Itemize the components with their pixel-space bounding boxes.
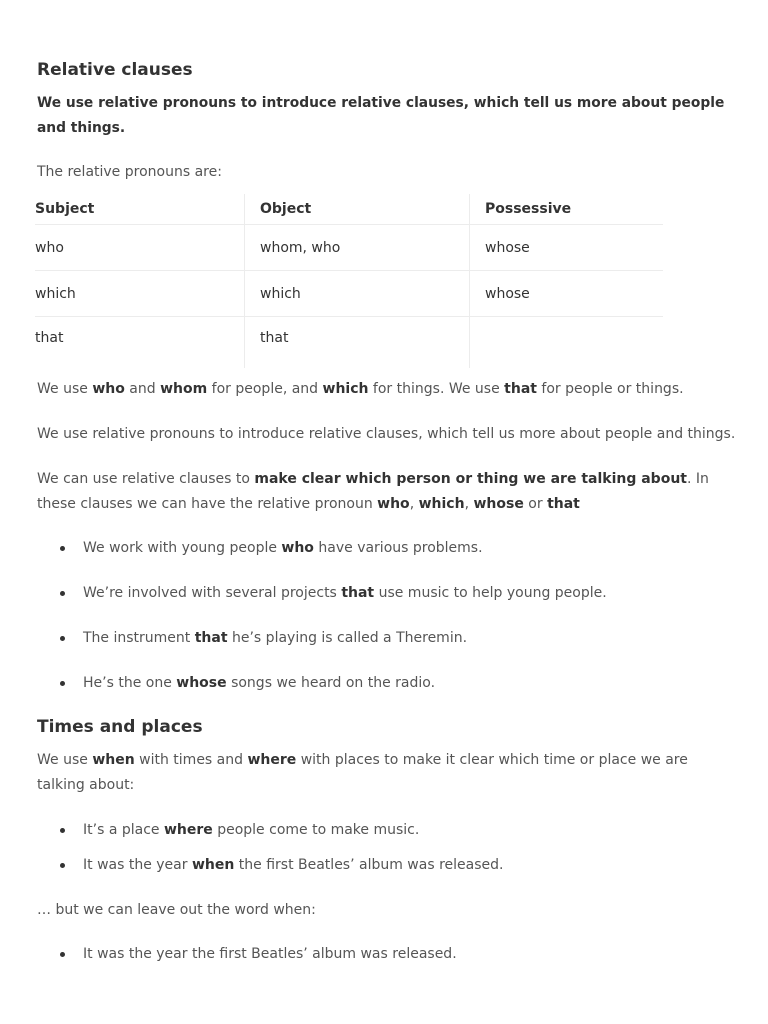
table-cell: that [245, 317, 470, 369]
table-header-row [35, 194, 663, 225]
table-cell: whose [470, 225, 664, 271]
relative-pronouns-table [35, 194, 663, 368]
pronouns-intro: The relative pronouns are: [37, 164, 222, 180]
table-cell [470, 317, 664, 369]
bullet-icon [60, 863, 65, 868]
bullet-icon [60, 681, 65, 686]
bullet-icon [60, 636, 65, 641]
section-heading-relative-clauses: Relative clauses [37, 60, 193, 80]
article: Relative clauses We use relative pronouns to introduce relative clauses, which tell us more about people and things. The relative pronouns are: Subject Object Possessive who whom, who whose which which whose that that We use who and whom for people, and which for things. We use that for people or things. We use relative pronouns to introduce relative clauses, which tell us more about people and things. We can use relative clauses to make clear which person or thing we are talking about. In these clauses we can have the relative pronoun who, which, whose or that We work with young people who have various problems. We’re involved with several projects that use music to help young people. The instrument that he’s playing is called a Theremin. He’s the one whose songs we heard on the radio. Times and places We use when with times and where with places to make it clear which time or place we are talking about: It’s a place where people come to make music. It was the year when the first Beatles’ album was released. … but we can leave out the word when: It was the year the first Beatles’ album was released. [35, 60, 736, 962]
table-row [35, 271, 663, 317]
intro-paragraph: We use relative pronouns to introduce relative clauses, which tell us more about people and things. [37, 426, 736, 442]
table-row [35, 225, 663, 271]
bullet-icon [60, 828, 65, 833]
table-cell: who [35, 225, 245, 271]
table-row [35, 317, 663, 369]
table-cell: whom, who [245, 225, 470, 271]
bullet-icon [60, 952, 65, 957]
bullet-icon [60, 591, 65, 596]
column-header-subject: Subject [35, 201, 95, 217]
table-cell: that [35, 317, 245, 369]
table-cell: whose [470, 271, 664, 317]
lead-paragraph: We use relative pronouns to introduce relative clauses, which tell us more about people and things. [37, 95, 725, 136]
make-clear-paragraph: We can use relative clauses to make clear which person or thing we are talking about. In these clauses we can have the relative pronoun who, which, whose or that [37, 471, 709, 512]
table-cell: which [245, 271, 470, 317]
section-heading-times-and-places: Times and places [37, 717, 203, 737]
times-places-paragraph: We use when with times and where with places to make it clear which time or place we are talking about: [37, 752, 688, 793]
column-header-possessive: Possessive [470, 194, 664, 225]
leave-out-paragraph: … but we can leave out the word when: [37, 902, 316, 918]
column-header-object: Object [245, 194, 470, 225]
usage-paragraph: We use who and whom for people, and which for things. We use that for people or things. [37, 381, 684, 397]
table-cell: which [35, 271, 245, 317]
bullet-icon [60, 546, 65, 551]
